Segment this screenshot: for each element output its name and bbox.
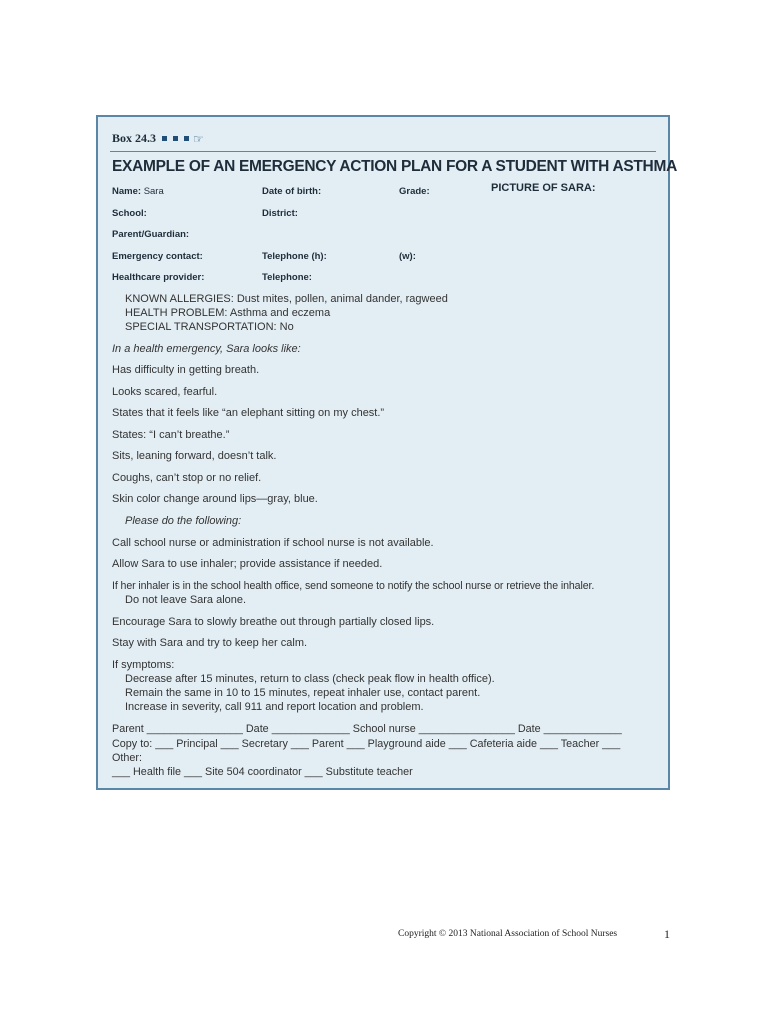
symptom-item: Skin color change around lips—gray, blue.	[112, 493, 318, 505]
symptom-item: Coughs, can’t stop or no relief.	[112, 472, 262, 484]
transportation-line: SPECIAL TRANSPORTATION: No	[125, 321, 294, 333]
action-item: Encourage Sara to slowly breathe out through partially closed lips.	[112, 616, 435, 628]
action-item: Allow Sara to use inhaler; provide assistance if needed.	[112, 558, 383, 570]
square-bullet-icon	[184, 136, 189, 141]
copy-to-line: Copy to: ___ Principal ___ Secretary ___ Parent ___ Playground aide ___ Cafeteria aide ___ Teacher ___	[112, 738, 621, 750]
box-number: Box 24.3	[112, 131, 157, 145]
pointing-hand-icon: ☞	[193, 131, 204, 146]
action-item: If her inhaler is in the school health office, send someone to notify the school nurse or retrieve the inhaler.	[112, 580, 595, 592]
symptom-item: Looks scared, fearful.	[112, 386, 218, 398]
action-item: Do not leave Sara alone.	[125, 594, 247, 606]
signature-line: Parent ________________ Date _____________ School nurse ________________ Date _____________	[112, 723, 622, 735]
action-plan-box	[96, 115, 677, 790]
action-item: Call school nurse or administration if school nurse is not available.	[112, 537, 434, 549]
telephone-home-field: Telephone (h):	[262, 251, 327, 262]
symptom-response-item: Remain the same in 10 to 15 minutes, repeat inhaler use, contact parent.	[125, 687, 481, 699]
provider-telephone-field: Telephone:	[262, 272, 312, 283]
allergies-line: KNOWN ALLERGIES: Dust mites, pollen, animal dander, ragweed	[125, 293, 448, 305]
header-divider	[110, 151, 656, 152]
name-value: Sara	[143, 186, 164, 197]
name-field: Name: Sara	[112, 186, 164, 197]
if-symptoms-label: If symptoms:	[112, 659, 175, 671]
picture-label: PICTURE OF SARA:	[491, 182, 596, 194]
dob-field: Date of birth:	[262, 186, 322, 197]
square-bullet-icon	[173, 136, 178, 141]
other-label: Other:	[112, 752, 143, 764]
grade-field: Grade:	[399, 186, 430, 197]
box-label	[112, 131, 204, 146]
square-bullet-icon	[162, 136, 167, 141]
symptom-item: States that it feels like “an elephant sitting on my chest.”	[112, 407, 385, 419]
symptom-item: Sits, leaning forward, doesn’t talk.	[112, 450, 277, 462]
symptom-response-item: Increase in severity, call 911 and report location and problem.	[125, 701, 424, 713]
emergency-contact-field: Emergency contact:	[112, 251, 203, 262]
action-item: Stay with Sara and try to keep her calm.	[112, 637, 308, 649]
looks-like-heading: In a health emergency, Sara looks like:	[112, 343, 301, 355]
symptom-response-item: Decrease after 15 minutes, return to class (check peak flow in health office).	[125, 673, 495, 685]
district-field: District:	[262, 208, 298, 219]
health-problem-line: HEALTH PROBLEM: Asthma and eczema	[125, 307, 331, 319]
symptom-item: States: “I can’t breathe.”	[112, 429, 230, 441]
parent-guardian-field: Parent/Guardian:	[112, 229, 190, 240]
copyright-notice: Copyright © 2013 National Association of School Nurses	[398, 929, 618, 939]
healthcare-provider-field: Healthcare provider:	[112, 272, 205, 283]
telephone-work-field: (w):	[399, 251, 416, 262]
symptom-item: Has difficulty in getting breath.	[112, 364, 260, 376]
do-following-heading: Please do the following:	[125, 515, 242, 527]
other-options-line: ___ Health file ___ Site 504 coordinator ___ Substitute teacher	[112, 766, 413, 778]
school-field: School:	[112, 208, 147, 219]
page-number: 1	[664, 927, 670, 941]
plan-title: EXAMPLE OF AN EMERGENCY ACTION PLAN FOR A STUDENT WITH ASTHMA	[112, 158, 677, 175]
